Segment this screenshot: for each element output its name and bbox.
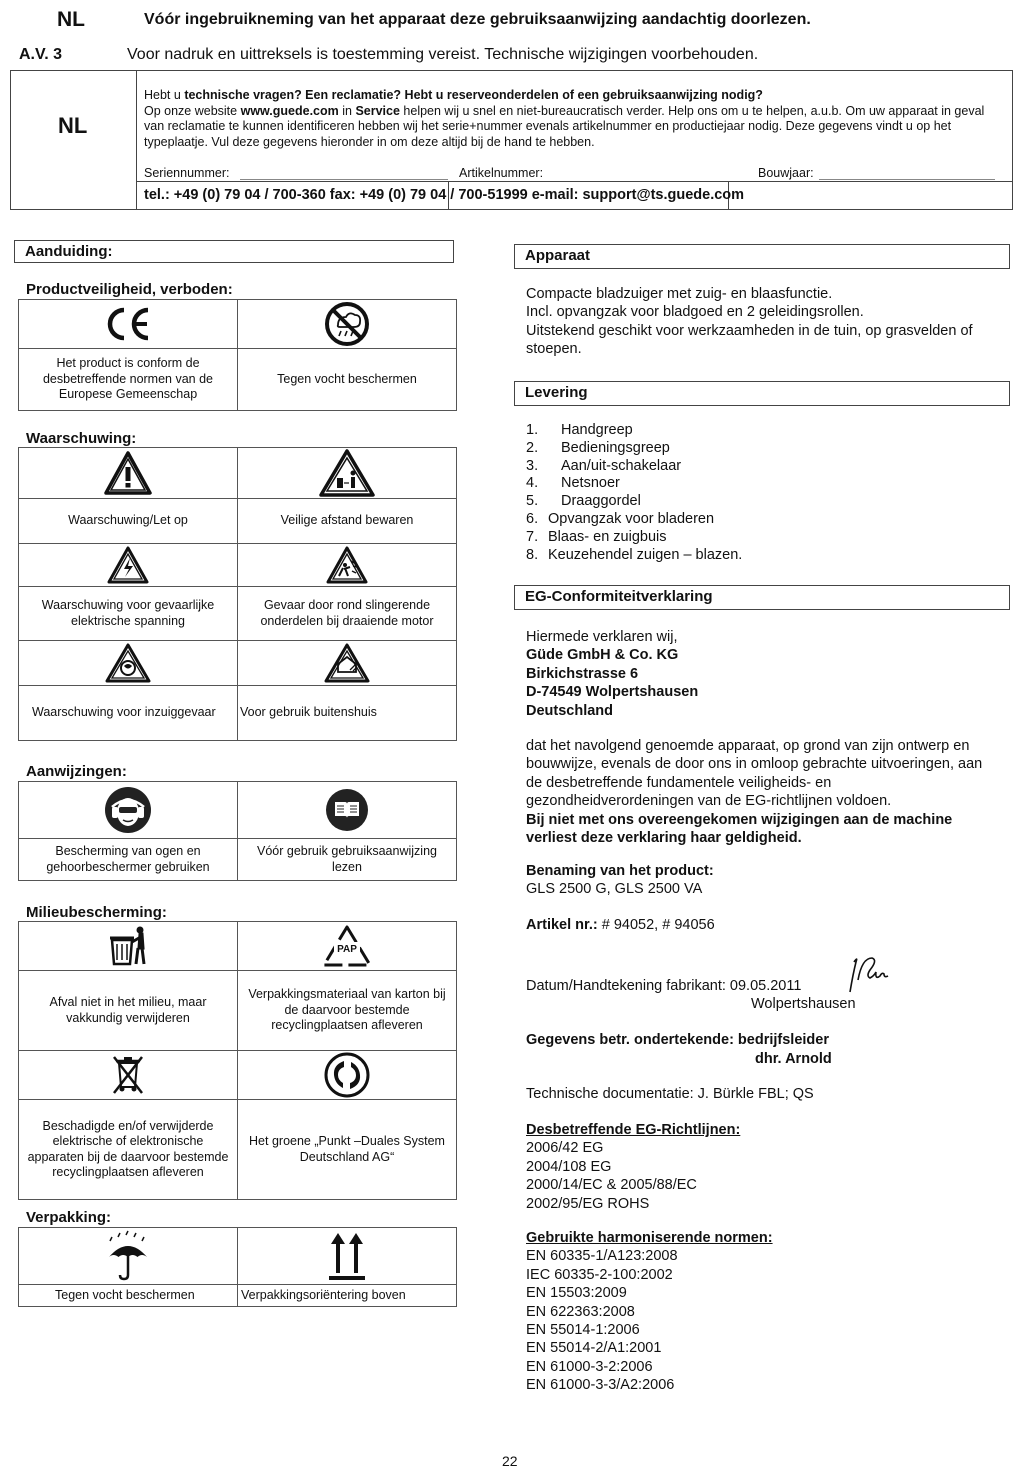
list-item: EN 61000-3-2:2006 [526,1358,653,1375]
norms-block: Gebruikte harmoniserende normen: EN 60335-1/A123:2008 IEC 60335-2-100:2002 EN 15503:2009 EN 622363:2008 EN 55014-1:2006 EN 55014-2/A1:2001 EN 61000-3-2:2006 EN 61000-3-3/A2:2006 [526,1230,773,1394]
eg-header: EG-Conformiteitverklaring [514,585,1010,610]
milieu-title: Milieubescherming: [26,904,167,921]
read-manual-icon [238,782,457,839]
verpakking-title: Verpakking: [26,1209,112,1226]
levering-header: Levering [514,381,1010,406]
date-line: Datum/Handtekening fabrikant: 09.05.2011 [526,978,802,994]
list-item: EN 15503:2009 [526,1285,627,1302]
list-item: EN 61000-3-3/A2:2006 [526,1377,675,1394]
waarschuwing-title: Waarschuwing: [26,430,137,447]
list-item: 2004/108 EG [526,1158,612,1175]
milieu-table [18,921,457,1200]
green-dot-icon [238,1051,457,1100]
list-item: 8. Keuzehendel zuigen – blazen. [526,546,743,563]
contact-line: tel.: +49 (0) 79 04 / 700-360 fax: +49 (0) 79 04 / 700-51999 e-mail: support@ts.guede.com [144,187,745,203]
place: Wolpertshausen [751,996,856,1012]
weee-bin-icon [19,1051,238,1100]
header-intro: Vóór ingebruikneming van het apparaat deze gebruiksaanwijzing aandachtig doorlezen. [144,11,811,28]
warning-text: Waarschuwing/Let op [19,499,238,544]
litter-text: Afval niet in het milieu, maar vakkundig verwijderen [19,971,238,1051]
list-item: 3. Aan/uit-schakelaar [526,457,682,474]
header-av-label: A.V. 3 [19,46,62,63]
moisture-text: Tegen vocht beschermen [238,349,457,411]
outdoor-text: Voor gebruik buitenshuis [238,686,457,741]
aanduiding-header: Aanduiding: [14,240,454,263]
no-moisture-icon [238,300,457,349]
umbrella-text: Tegen vocht beschermen [19,1285,238,1307]
eye-ear-protection-icon [19,782,238,839]
list-item: 7. Blaas- en zuigbuis [526,528,667,545]
article-field: Artikelnummer: [459,166,544,180]
pap-recycle-icon [238,922,457,971]
levering-list [526,422,742,564]
suction-hazard-icon [19,641,238,686]
suction-text: Waarschuwing voor inzuiggevaar [19,686,238,741]
pap-label: PAP [337,944,357,955]
signature-icon [842,952,892,994]
aanwijzingen-title: Aanwijzingen: [26,763,127,780]
service-box [10,70,1013,210]
aanwijzingen-table [18,781,457,881]
apparaat-header: Apparaat [514,244,1010,269]
flying-parts-text: Gevaar door rond slingerende onderdelen bij draaiende motor [238,587,457,641]
list-item: 2006/42 EG [526,1140,604,1157]
safe-distance-icon [238,448,457,499]
service-text: Hebt u technische vragen? Een reclamatie? Hebt u reserveonderdelen of een gebruiksaanwijzing nodig? Op onze website www.guede.com in Service helpen wij u snel en niet-bureaucratisch verder. Help ons om u te helpen, a.u.b. Om uw apparaat in geval van reclamatie te kunnen identificeren hebben wij het serie+nummer evenals artikelnummer en productiejaar nodig. Deze gegevens vindt u op het typeplaatje. Vul deze gegevens hieronder in om deze altijd bij de hand te hebben. [144,88,985,149]
list-item: 2002/95/EG ROHS [526,1195,650,1212]
header-lang: NL [57,8,85,31]
eg-address: Hiermede verklaren wij, Güde GmbH & Co. KG Birkichstrasse 6 D-74549 Wolpertshausen Deutschland [526,629,699,719]
list-item: 1. Handgreep [526,422,633,438]
signer-name: dhr. Arnold [755,1051,832,1067]
productveiligheid-table [18,299,457,411]
manual-text: Vóór gebruik gebruiksaanwijzing lezen [238,839,457,881]
apparaat-text: Compacte bladzuiger met zuig- en blaasfunctie. Incl. opvangzak voor bladgoed en 2 geleidingsrollen. Uitstekend geschikt voor werkzaamheden in de tuin, op grasvelden of stoepen. [526,286,973,358]
directives-block: Desbetreffende EG-Richtlijnen: 2006/42 EG 2004/108 EG 2000/14/EC & 2005/88/EC 2002/95/EG ROHS [526,1122,741,1212]
year-field: Bouwjaar: [758,166,814,180]
list-item: EN 55014-2/A1:2001 [526,1340,662,1357]
article-number: Artikel nr.: # 94052, # 94056 [526,917,715,933]
list-item: EN 55014-1:2006 [526,1322,640,1339]
list-item: 4. Netsnoer [526,475,620,492]
service-lang: NL [58,113,88,138]
website-link: www.guede.com [240,103,339,118]
productveiligheid-title: Productveiligheid, verboden: [26,281,233,298]
high-voltage-icon [19,544,238,587]
page-number: 22 [502,1453,518,1469]
cardboard-text: Verpakkingsmateriaal van karton bij de daarvoor bestemde recyclingplaatsen afleveren [238,971,457,1051]
product-name: Benaming van het product: GLS 2500 G, GLS 2500 VA [526,863,714,898]
eg-paragraph: dat het navolgend genoemde apparaat, op grond van zijn ontwerp en bouwwijze, evenals de door ons in omloop gebrachte uitvoeringen, aan de desbetreffende fundamentele veiligheids- en gezondheidverordeningen van de EG-richtlijnen voldoen. Bij niet met ons overeengekomen wijzigingen aan de machine verliest deze verklaring haar geldigheid. [526,738,983,847]
umbrella-icon [19,1228,238,1285]
outdoor-use-icon [238,641,457,686]
verpakking-table [18,1227,457,1307]
signer-label: Gegevens betr. ondertekende: bedrijfsleider [526,1032,829,1048]
header-av-text: Voor nadruk en uittreksels is toestemming vereist. Technische wijzigingen voorbehouden. [127,46,759,63]
green-dot-text: Het groene „Punkt –Duales System Deutschland AG“ [238,1100,457,1200]
list-item: EN 622363:2008 [526,1303,635,1320]
list-item: 6. Opvangzak voor bladeren [526,510,715,527]
this-side-up-icon [238,1228,457,1285]
flying-parts-icon [238,544,457,587]
side-up-text: Verpakkingsoriëntering boven [238,1285,457,1307]
safe-distance-text: Veilige afstand bewaren [238,499,457,544]
tech-doc: Technische documentatie: J. Bürkle FBL; QS [526,1086,814,1102]
warning-icon [19,448,238,499]
voltage-text: Waarschuwing voor gevaarlijke elektrische spanning [19,587,238,641]
protection-text: Bescherming van ogen en gehoorbeschermer gebruiken [19,839,238,881]
list-item: EN 60335-1/A123:2008 [526,1248,678,1265]
serial-field: Seriennummer: [144,166,230,180]
ce-text: Het product is conform de desbetreffende normen van de Europese Gemeenschap [19,349,238,411]
list-item: 2000/14/EC & 2005/88/EC [526,1177,697,1194]
litter-bin-icon [19,922,238,971]
list-item: 5. Draaggordel [526,493,641,510]
waarschuwing-table [18,447,457,741]
ce-icon [19,300,238,349]
list-item: 2. Bedieningsgreep [526,439,670,456]
weee-text: Beschadigde en/of verwijderde elektrische of elektronische apparaten bij de daarvoor bestemde recyclingplaatsen afleveren [19,1100,238,1200]
list-item: IEC 60335-2-100:2002 [526,1266,673,1283]
